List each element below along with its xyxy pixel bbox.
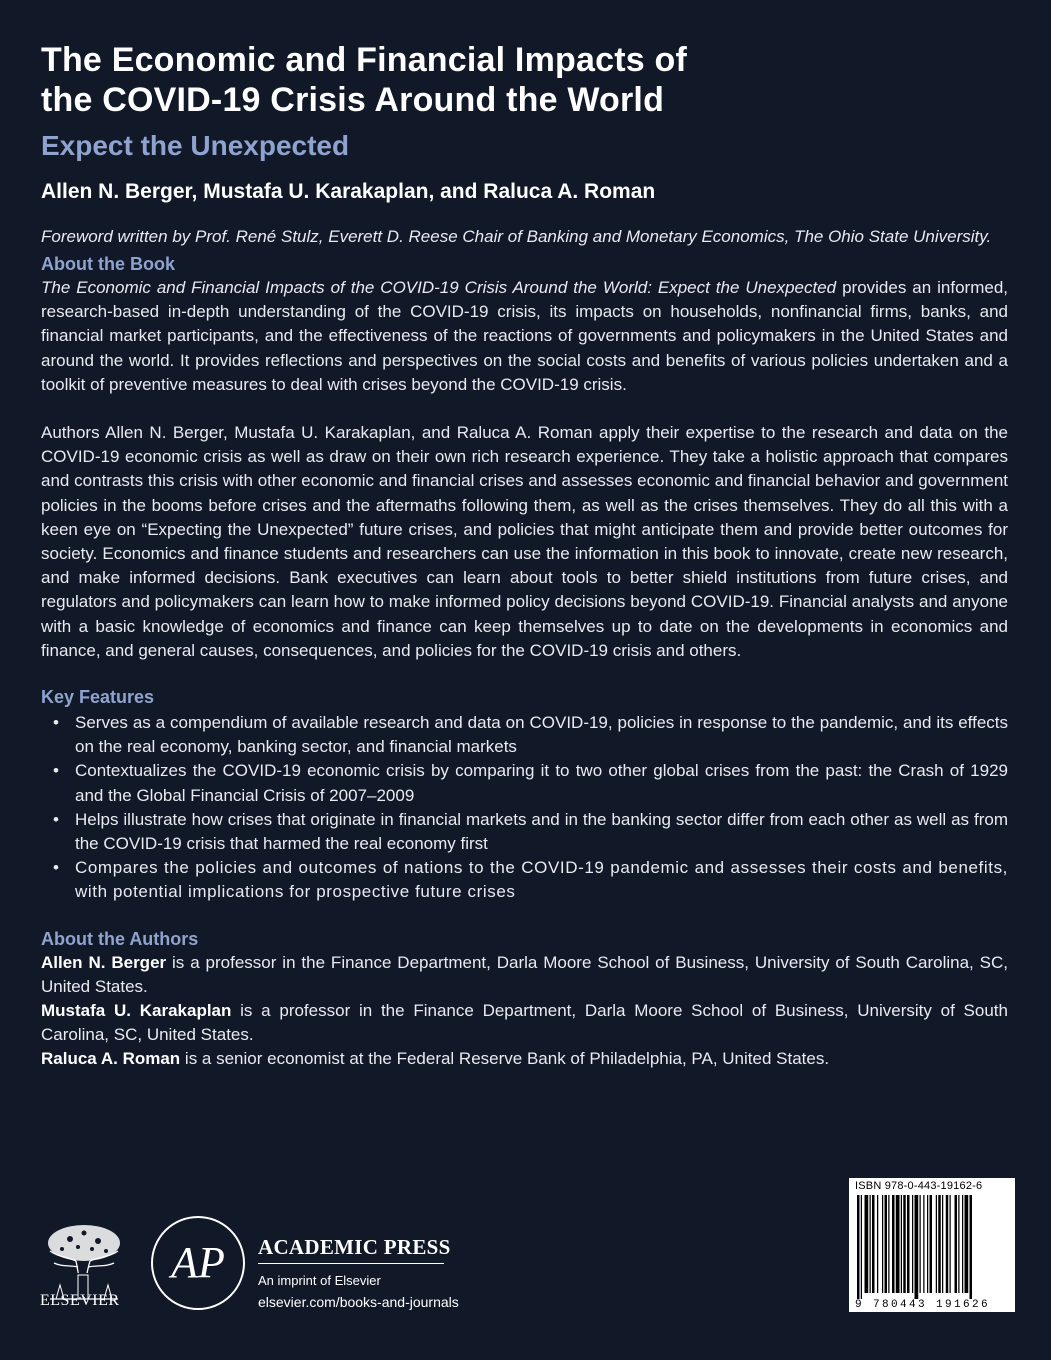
barcode-bar [912, 1195, 913, 1293]
barcode-bar [930, 1195, 933, 1293]
publisher-footer [0, 1175, 1051, 1325]
barcode-bar [872, 1195, 875, 1293]
barcode-number: 9 780443 191626 [855, 1299, 991, 1311]
barcode-bar [907, 1195, 910, 1293]
author-bio-text: is a senior economist at the Federal Reserve Bank of Philadelphia, PA, United States. [180, 1049, 830, 1069]
barcode-bar [927, 1195, 928, 1293]
key-features-list [41, 711, 1008, 905]
barcode-bar [857, 1195, 860, 1299]
author-list: Allen N. Berger, Mustafa U. Karakaplan, and Raluca A. Roman [41, 180, 656, 203]
author-bio [41, 999, 1008, 1047]
barcode-bar [865, 1195, 869, 1293]
isbn-label: ISBN 978-0-443-19162-6 [855, 1180, 983, 1192]
book-subtitle: Expect the Unexpected [41, 130, 350, 161]
barcode-bar [958, 1195, 959, 1293]
author-bio-text: is a professor in the Finance Department, Darla Moore School of Business, University of South Carolina, SC, United States. [41, 1001, 1008, 1045]
barcode-bar [936, 1195, 937, 1293]
barcode-bar [923, 1195, 924, 1293]
publisher-name: ACADEMIC PRESS [258, 1235, 451, 1259]
author-bios [41, 951, 1008, 1072]
about-book-paragraph-1 [41, 276, 1008, 397]
back-cover [41, 40, 1008, 1072]
barcode-bar [877, 1195, 878, 1293]
barcode-bar [962, 1195, 963, 1293]
ap-monogram: AP [171, 1238, 225, 1287]
author-bio-name: Mustafa U. Karakaplan [41, 1001, 232, 1021]
barcode-bar [970, 1195, 973, 1299]
barcode-bar [903, 1195, 906, 1293]
isbn-barcode [849, 1178, 1015, 1312]
author-bio-name: Allen N. Berger [41, 952, 167, 972]
barcode-bar [885, 1195, 888, 1293]
author-bio-name: Raluca A. Roman [41, 1049, 181, 1069]
book-title [41, 40, 1008, 120]
author-bio-text: is a professor in the Finance Department, Darla Moore School of Business, University of South Carolina, SC, United States. [41, 952, 1008, 996]
publisher-imprint: An imprint of Elsevier [258, 1273, 381, 1288]
barcode-bar [888, 1195, 889, 1293]
key-feature-item: • Compares the policies and outcomes of nations to the COVID-19 pandemic and assesses their costs and benefits, with potential implications for prospective future crises [75, 856, 1008, 904]
academic-press-logo-icon [150, 1215, 246, 1311]
publisher-url: elsevier.com/books-and-journals [258, 1294, 459, 1310]
barcode-bar [901, 1195, 902, 1293]
title-line-2: the COVID-19 Crisis Around the World [41, 81, 665, 119]
title-line-1: The Economic and Financial Impacts of [41, 41, 687, 79]
key-features-heading: Key Features [41, 687, 155, 708]
about-book-heading: About the Book [41, 254, 175, 274]
author-bio [41, 1047, 1008, 1071]
barcode-bar [915, 1195, 919, 1299]
foreword-credit: Foreword written by Prof. René Stulz, Everett D. Reese Chair of Banking and Monetary Economics, The Ohio State University. [41, 227, 992, 246]
barcode-bar [861, 1195, 862, 1299]
author-bio [41, 951, 1008, 999]
key-feature-item: • Serves as a compendium of available research and data on COVID-19, policies in response to the pandemic, and its effects on the real economy, banking sector, and financial markets [75, 711, 1008, 759]
barcode-bar [946, 1195, 949, 1293]
about-book-paragraph-1-text: provides an informed, research-based in-depth understanding of the COVID-19 crisis, its impacts on households, nonfinancial firms, banks, and financial market participants, and the effectiveness of the reactions of governments and policymakers in the United States and around the world. It provides reflections and perspectives on the social costs and benefits of various policies undertaken and a toolkit of preventive measures to deal with crises beyond the COVID-19 crisis. [41, 278, 1009, 394]
about-book-paragraph-2: Authors Allen N. Berger, Mustafa U. Karakaplan, and Raluca A. Roman apply their expertise to the research and data on the COVID-19 economic crisis as well as draw on their own rich research experience. They take a holistic approach that compares and contrasts this crisis with other economic and financial crises and assesses economic and financial behavior and government policies in the booms before crises and the aftermaths following them, as well as the crises themselves. They do all this with a keen eye on “Expecting the Unexpected” future crises, and policies that might anticipate them and provide better outcomes for society. Economics and finance students and researchers can use the information in this book to innovate, create new research, and make informed decisions. Bank executives can learn about tools to better shield institutions from future crises, and regulators and policymakers can learn how to make informed policy decisions beyond COVID-19. Financial analysts and anyone with a basic knowledge of economics and finance can keep themselves up to date on the developments in economics and finance, and general causes, consequences, and policies for the COVID-19 crisis and others. [41, 423, 1008, 660]
barcode-bar [920, 1195, 921, 1293]
barcode-bar [870, 1195, 871, 1293]
barcode-bar [950, 1195, 951, 1293]
barcode-bar [882, 1195, 883, 1293]
book-title-italic: The Economic and Financial Impacts of the COVID-19 Crisis Around the World: Expect the Unexpected [41, 278, 837, 297]
barcode-bar [955, 1195, 958, 1293]
barcode-bar [892, 1195, 895, 1293]
barcode-bar [942, 1195, 943, 1293]
key-feature-item: • Helps illustrate how crises that originate in financial markets and in the banking sector differ from each other as well as from the COVID-19 crisis that harmed the real economy first [75, 808, 1008, 856]
barcode-icon [855, 1195, 1009, 1299]
about-authors-heading: About the Authors [41, 928, 199, 949]
barcode-bar [938, 1195, 941, 1293]
elsevier-wordmark: ELSEVIER [40, 1292, 120, 1309]
barcode-bar [965, 1195, 969, 1293]
publisher-divider [258, 1263, 444, 1264]
key-feature-item: • Contextualizes the COVID-19 economic crisis by comparing it to two other global crises from the past: the Crash of 1929 and the Global Financial Crisis of 2007–2009 [75, 759, 1008, 807]
barcode-bar [896, 1195, 900, 1293]
